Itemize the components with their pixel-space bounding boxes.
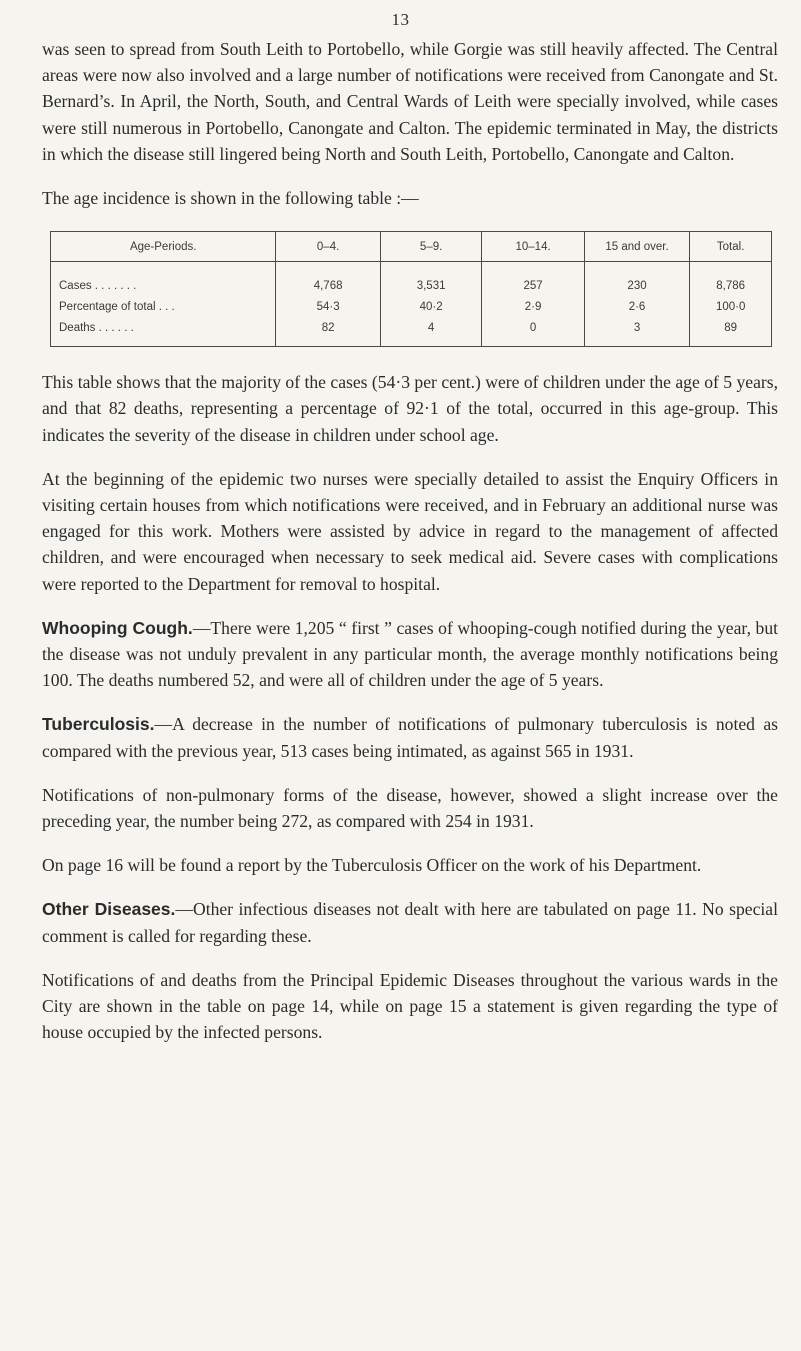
table-cell: 82 xyxy=(276,317,380,347)
paragraph-notifications: Notifications of and deaths from the Principal Epidemic Diseases throughout the various wards in the City are shown in the table on page 14, while on page 15 a statement is given regarding the type of house occupied by the infected persons. xyxy=(42,969,778,1043)
paragraph-text: —Other infectious diseases not dealt with here are tabulated on page 11. No special comment is called for regarding these. xyxy=(42,899,779,946)
table-header-cell: 15 and over. xyxy=(584,232,690,262)
page-number: 13 xyxy=(391,10,410,29)
table-cell: 2·6 xyxy=(584,296,690,317)
table-row xyxy=(51,317,772,347)
table-cell: 100·0 xyxy=(690,296,772,317)
table-cell: 257 xyxy=(482,262,584,297)
paragraph-text: —A decrease in the number of notifications of pulmonary tuberculosis is noted as compared with the previous year, 513 cases being intimated, as against 565 in 1931. xyxy=(42,714,778,761)
table-header-cell: Age-Periods. xyxy=(51,232,276,262)
table-cell: 230 xyxy=(584,262,690,297)
paragraph-age-intro: The age incidence is shown in the following table :— xyxy=(42,188,419,209)
table-cell: 54·3 xyxy=(276,296,380,317)
table-header-cell: 10–14. xyxy=(482,232,584,262)
table-cell: 0 xyxy=(482,317,584,347)
paragraph-tuberculosis-report: On page 16 will be found a report by the Tuberculosis Officer on the work of his Department. xyxy=(42,855,702,876)
table-row xyxy=(51,262,772,297)
table-header-cell: Total. xyxy=(690,232,772,262)
paragraph-table-summary: This table shows that the majority of the cases (54·3 per cent.) were of children under the age of 5 years, and that 82 deaths, representing a percentage of 92·1 of the total, occurred in this age-group. This indicates the severity of the disease in children under school age. xyxy=(42,372,778,445)
table-cell: 4,768 xyxy=(276,262,380,297)
table-row-label: Cases . . . . . . . xyxy=(51,262,276,297)
paragraph-nurses: At the beginning of the epidemic two nurses were specially detailed to assist the Enquiry Officers in visiting certain houses from which notifications were received, and in February an additional nurse was engaged for this work. Mothers were assisted by advice in regard to the management of affected children, and were encouraged when necessary to seek medical aid. Severe cases with complications were reported to the Department for removal to hospital. xyxy=(42,468,778,594)
table-header-cell: 5–9. xyxy=(380,232,482,262)
section-heading-other-diseases: Other Diseases. xyxy=(42,899,176,920)
table-cell: 8,786 xyxy=(690,262,772,297)
table-header-row xyxy=(51,232,772,262)
paragraph-whooping-cough xyxy=(42,615,778,694)
table-cell: 89 xyxy=(690,317,772,347)
section-heading-tuberculosis: Tuberculosis. xyxy=(42,714,155,735)
table-cell: 3,531 xyxy=(380,262,482,297)
paragraph-other-diseases xyxy=(42,896,778,948)
paragraph-non-pulmonary: Notifications of non-pulmonary forms of the disease, however, showed a slight increase over the preceding year, the number being 272, as compared with 254 in 1931. xyxy=(42,784,778,832)
table-row-label: Percentage of total . . . xyxy=(51,296,276,317)
table-cell: 2·9 xyxy=(482,296,584,317)
table-cell: 40·2 xyxy=(380,296,482,317)
page-body xyxy=(42,36,778,1045)
table-header-cell: 0–4. xyxy=(276,232,380,262)
table-row xyxy=(51,296,772,317)
paragraph-text: —There were 1,205 “ first ” cases of whooping-cough notified during the year, but the disease was not unduly prevalent in any particular month, the average monthly notifications being 100. The deaths numbered 52, and were all of children under the age of 5 years. xyxy=(42,617,779,691)
table-row-label: Deaths . . . . . . xyxy=(51,317,276,347)
table-cell: 3 xyxy=(584,317,690,347)
paragraph-tuberculosis xyxy=(42,711,778,763)
section-heading-whooping-cough: Whooping Cough. xyxy=(42,617,193,638)
paragraph-epidemic-spread: was seen to spread from South Leith to Portobello, while Gorgie was still heavily affected. The Central areas were now also involved and a large number of notifications were received from Canongate and St. Bernard’s. In April, the North, South, and Central Wards of Leith were specially involved, while cases were still numerous in Portobello, Canongate and Calton. The epidemic terminated in May, the districts in which the disease still lingered being North and South Leith, Portobello, Canongate and Calton. xyxy=(42,39,778,164)
table-cell: 4 xyxy=(380,317,482,347)
age-incidence-table xyxy=(50,231,772,347)
